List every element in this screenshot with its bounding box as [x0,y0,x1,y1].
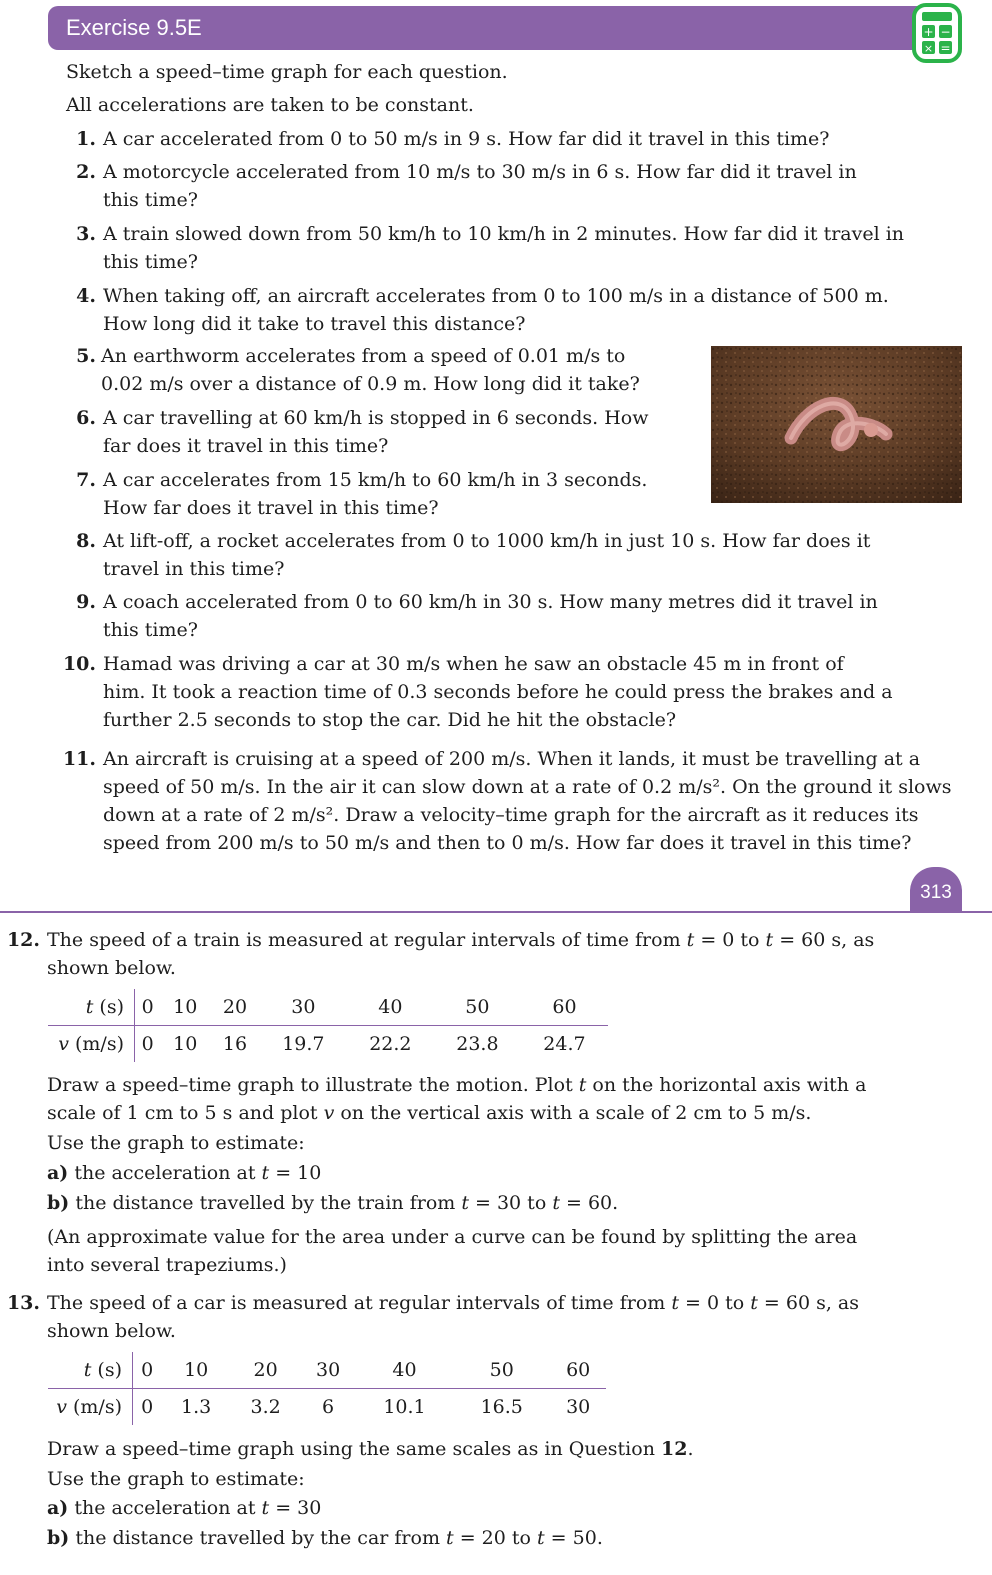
table-cell: 19.7 [282,1033,325,1055]
question-number: 3. [76,223,96,245]
question-text: A motorcycle accelerated from 10 m/s to 30 m/s in 6 s. How far did it travel in [103,161,857,183]
table-cell: 30 [300,1352,356,1389]
intro-line: Sketch a speed–time graph for each question. [66,61,508,83]
question-number: 7. [76,469,96,491]
table-cell: 20 [210,989,260,1026]
instruction-text: Use the graph to estimate: [47,1468,305,1490]
svg-text:−: − [940,25,951,39]
table-cell: 16 [222,1033,248,1055]
question-text: shown below. [47,957,176,979]
question-text: How long did it take to travel this distance? [103,313,526,335]
table-cell: 10 [161,1352,230,1389]
question-number: 4. [76,285,96,307]
exercise-title: Exercise 9.5E [66,15,202,40]
table-cell: 50 [453,1352,550,1389]
question-number: 9. [76,591,96,613]
question-number: 5. [76,345,96,367]
question-text: A car accelerated from 0 to 50 m/s in 9 s. How far did it travel in this time? [103,128,830,150]
note-text: (An approximate value for the area under a curve can be found by splitting the area [47,1226,858,1248]
question-text: shown below. [47,1320,176,1342]
page-number: 313 [910,867,962,911]
table-cell: 50 [434,989,521,1026]
calculator-icon [912,3,962,63]
instruction-text: Use the graph to estimate: [47,1132,305,1154]
table-cell: 6 [322,1396,335,1418]
table-cell: 0 [135,989,161,1026]
svg-text:×: × [923,42,934,55]
question-number: 1. [76,128,96,150]
table-cell: 10 [173,1033,198,1055]
table-cell: 0 [141,1033,154,1055]
instruction-text: scale of 1 cm to 5 s and plot v on the vertical axis with a scale of 2 cm to 5 m/s. [47,1102,812,1124]
part-a: a) the acceleration at t = 30 [47,1497,322,1519]
table-cell: 23.8 [456,1033,499,1055]
question-text: The speed of a car is measured at regular intervals of time from t = 0 to t = 60 s, as [47,1292,859,1314]
data-table-train [48,989,608,1062]
svg-text:=: = [940,41,951,55]
page-divider [0,911,992,913]
table-cell: 0 [141,1396,154,1418]
question-text: The speed of a train is measured at regular intervals of time from t = 0 to t = 60 s, as [47,929,875,951]
table-header-v: v (m/s) [48,1026,135,1063]
table-cell: 0 [133,1352,162,1389]
table-cell: 40 [347,989,434,1026]
question-text: speed of 50 m/s. In the air it can slow down at a rate of 0.2 m/s². On the ground it slows [103,776,952,798]
data-table-car [48,1352,606,1425]
question-text: An aircraft is cruising at a speed of 200 m/s. When it lands, it must be travelling at a [103,748,921,770]
table-cell: 10 [160,989,210,1026]
question-text: this time? [103,619,198,641]
table-cell: 30 [260,989,347,1026]
table-cell: 30 [566,1396,591,1418]
svg-text:+: + [923,25,934,39]
part-a: a) the acceleration at t = 10 [47,1162,322,1184]
question-text: speed from 200 m/s to 50 m/s and then to 0 m/s. How far does it travel in this time? [103,832,912,854]
intro-line: All accelerations are taken to be constant. [66,94,474,116]
table-cell: 40 [356,1352,453,1389]
table-header-v: v (m/s) [48,1389,133,1426]
question-number: 11. [62,748,96,770]
question-text: far does it travel in this time? [103,435,389,457]
question-text: this time? [103,189,198,211]
question-text: further 2.5 seconds to stop the car. Did he hit the obstacle? [103,709,677,731]
table-cell: 20 [231,1352,300,1389]
part-b: b) the distance travelled by the train from t = 30 to t = 60. [47,1192,619,1214]
table-cell: 3.2 [250,1396,281,1418]
question-text: A car accelerates from 15 km/h to 60 km/h in 3 seconds. [103,469,648,491]
table-header-t: t (s) [48,1352,133,1389]
note-text: into several trapeziums.) [47,1254,287,1276]
question-text: At lift-off, a rocket accelerates from 0 to 1000 km/h in just 10 s. How far does it [103,530,871,552]
question-text: How far does it travel in this time? [103,497,439,519]
table-cell: 60 [550,1352,606,1389]
table-cell: 10.1 [383,1396,426,1418]
question-number: 10. [62,653,96,675]
question-text: A train slowed down from 50 km/h to 10 km/h in 2 minutes. How far did it travel in [103,223,905,245]
question-text: Hamad was driving a car at 30 m/s when he saw an obstacle 45 m in front of [103,653,844,675]
question-number: 6. [76,407,96,429]
table-cell: 60 [521,989,608,1026]
question-text: A car travelling at 60 km/h is stopped in 6 seconds. How [103,407,649,429]
question-number: 13. [6,1292,40,1314]
table-header-t: t (s) [48,989,135,1026]
question-number: 8. [76,530,96,552]
question-text: travel in this time? [103,558,285,580]
instruction-text: Draw a speed–time graph to illustrate the motion. Plot t on the horizontal axis with a [47,1074,867,1096]
question-number: 2. [76,161,96,183]
question-text: 0.02 m/s over a distance of 0.9 m. How long did it take? [101,373,640,395]
earthworm-photo [711,346,962,503]
table-cell: 1.3 [181,1396,212,1418]
question-text: down at a rate of 2 m/s². Draw a velocity–time graph for the aircraft as it reduces its [103,804,919,826]
question-text: An earthworm accelerates from a speed of 0.01 m/s to [101,345,626,367]
question-number: 12. [6,929,40,951]
question-text: When taking off, an aircraft accelerates from 0 to 100 m/s in a distance of 500 m. [103,285,889,307]
part-b: b) the distance travelled by the car from t = 20 to t = 50. [47,1527,603,1549]
instruction-text: Draw a speed–time graph using the same scales as in Question 12. [47,1438,694,1460]
question-text: him. It took a reaction time of 0.3 seconds before he could press the brakes and a [103,681,893,703]
table-cell: 24.7 [543,1033,586,1055]
question-text: A coach accelerated from 0 to 60 km/h in 30 s. How many metres did it travel in [103,591,878,613]
question-text: this time? [103,251,198,273]
table-cell: 16.5 [480,1396,523,1418]
table-cell: 22.2 [369,1033,412,1055]
